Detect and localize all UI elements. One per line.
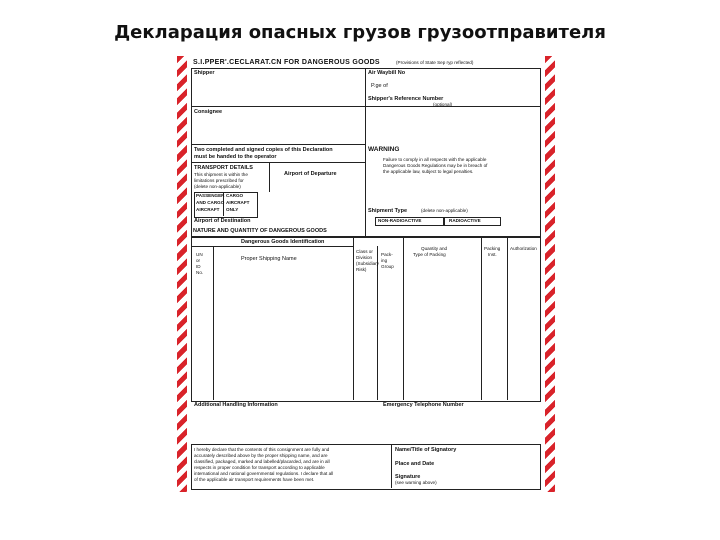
- slide-title: Декларация опасных грузов грузоотправителя: [114, 22, 606, 43]
- col-qty-2: Type of Packing: [413, 252, 446, 257]
- transport-title: TRANSPORT DETAILS: [194, 165, 253, 171]
- optional-note: (optional): [433, 102, 453, 107]
- option-aircraft: AIRCRAFT: [226, 200, 250, 205]
- page-label: P.ge of: [371, 83, 388, 89]
- transport-line-1: This shipment is within the: [194, 172, 248, 177]
- consignee-row-line: [191, 144, 366, 145]
- warning-line-2: Dangerous Goods Regulations may be in breach of: [383, 163, 488, 168]
- col-un-3: ID: [196, 264, 201, 269]
- col-divider-un: [213, 246, 214, 400]
- declaration-line-3: classified, packaged, marked and labelled/placarded, and are in all: [194, 459, 330, 464]
- col-pi-1: Packing: [484, 246, 501, 251]
- transport-divider: [269, 162, 270, 192]
- col-un-1: UN: [196, 252, 203, 257]
- col-divider-pg: [377, 246, 378, 400]
- form-body: [191, 56, 541, 492]
- signature-label: Signature: [395, 474, 421, 480]
- declaration-line-2: accurately described above by the proper shipping name, and are: [194, 453, 328, 458]
- form-header-note: (Provisions of State Sep ryp reflected): [396, 60, 474, 65]
- col-un-2: or: [196, 258, 201, 263]
- transport-line-2: limitations prescribed for: [194, 178, 244, 183]
- col-divider-class: [353, 236, 354, 400]
- additional-handling-label: Additional Handling Information: [194, 402, 278, 408]
- airport-destination-label: Airport of Destination: [194, 218, 251, 224]
- airport-departure-label: Airport of Departure: [284, 171, 337, 177]
- col-un-4: No.: [196, 270, 204, 275]
- col-divider-auth: [507, 236, 508, 400]
- col-proper-name: Proper Shipping Name: [241, 256, 297, 262]
- option-and-cargo: AND CARGO: [196, 200, 225, 205]
- declaration-line-5: international and national governmental regulations. I declare that all: [194, 471, 334, 476]
- col-pg-2: ing: [381, 258, 388, 263]
- warning-line-3: the applicable law, subject to legal penalties.: [383, 169, 474, 174]
- form-title: S.I.PPER'.CECLARAT.CN FOR DANGEROUS GOODS: [193, 59, 380, 66]
- declaration-line-4: respects in proper condition for transport according to applicable: [194, 465, 325, 470]
- nature-title: NATURE AND QUANTITY OF DANGEROUS GOODS: [193, 228, 327, 234]
- place-date-label: Place and Date: [395, 461, 435, 467]
- declaration-line-1: I hereby declare that the contents of this consignment are fully and: [194, 447, 330, 452]
- shipper-row-line: [191, 106, 540, 107]
- transport-line-3: (delete non-applicable): [194, 184, 241, 189]
- warning-line-1: Failure to comply in all respects with the applicable: [383, 157, 487, 162]
- option-cargo: CARGO: [226, 193, 244, 198]
- warning-label: WARNING: [368, 146, 400, 153]
- dangerous-goods-form: [177, 56, 555, 492]
- option-passenger: PASSENGER: [196, 193, 225, 198]
- name-title-label: Name/Title of Signatory: [395, 447, 457, 453]
- emergency-phone-label: Emergency Telephone Number: [383, 402, 464, 408]
- copies-row-line: [191, 162, 366, 163]
- radio-label: RADIOACTIVE: [449, 218, 481, 223]
- col-divider-pi: [481, 236, 482, 400]
- shipment-type-note: (delete non-applicable): [421, 208, 468, 213]
- col-qty-1: Quantity and: [421, 246, 448, 251]
- copies-line-2: must be handed to the operator: [194, 154, 277, 160]
- declaration-line-6: of the applicable air transport requirements have been met.: [194, 477, 315, 482]
- copies-line-1: Two completed and signed copies of this Declaration: [194, 147, 333, 153]
- declaration-divider: [391, 444, 392, 488]
- shipment-type-label: Shipment Type: [368, 208, 408, 214]
- col-pg-1: Pack-: [381, 252, 393, 257]
- col-pg-3: Group: [381, 264, 394, 269]
- shipper-ref-label: Shipper's Reference Number: [368, 96, 444, 102]
- option-only: ONLY: [226, 207, 239, 212]
- option-aircraft-2: AIRCRAFT: [196, 207, 220, 212]
- col-class-4: Risk): [356, 267, 367, 272]
- col-auth: Authorization: [510, 246, 537, 251]
- nonradio-label: NON-RADIOACTIVE: [378, 218, 422, 223]
- col-divider-qty: [403, 236, 404, 400]
- col-class-1: Class or: [356, 249, 373, 254]
- signature-note: (see warning above): [395, 480, 437, 485]
- shipper-label: Shipper: [194, 70, 215, 76]
- col-class-3: (Subsidiary: [356, 261, 379, 266]
- col-class-2: Division: [356, 255, 373, 260]
- consignee-label: Consignee: [194, 109, 223, 115]
- dg-ident-line: [191, 246, 353, 247]
- dg-identification: Dangerous Goods Identification: [241, 239, 325, 245]
- top-block-divider: [365, 68, 366, 236]
- col-pi-2: Inst.: [488, 252, 497, 257]
- air-waybill-label: Air Waybill No: [368, 70, 406, 76]
- hazard-stripe-left: [177, 56, 187, 492]
- hazard-stripe-right: [545, 56, 555, 492]
